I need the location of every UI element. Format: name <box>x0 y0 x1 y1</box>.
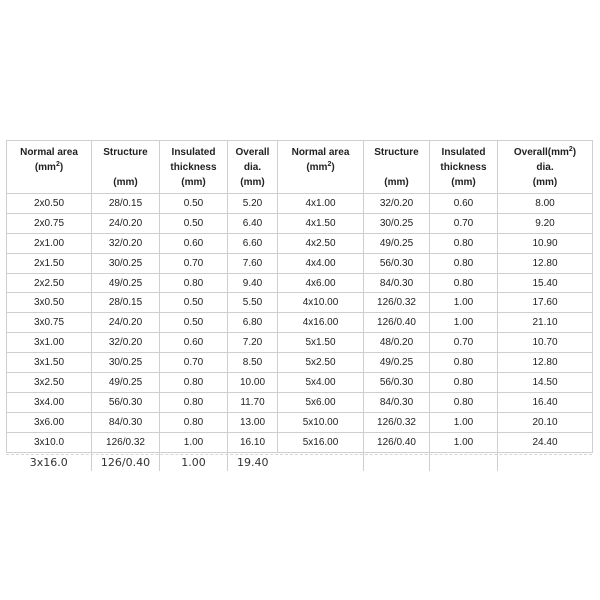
header-overall-right-sup: 2 <box>568 146 573 153</box>
cell-overall-dia: 5.20 <box>228 194 278 214</box>
cell-overall-dia: 6.80 <box>228 313 278 333</box>
header-normal-area-right-sup: 2 <box>327 161 332 168</box>
header-normal-area-right-unit: (mm <box>306 162 328 173</box>
header-insulated-thickness <box>160 141 228 194</box>
cell-normal-area-right: 4x10.00 <box>278 293 364 313</box>
cell-insulated-thickness-right: 0.70 <box>430 333 498 353</box>
cell-insulated-thickness: 0.50 <box>160 293 228 313</box>
header-overall-right-unit: (mm) <box>532 177 558 188</box>
cell-normal-area: 3x4.00 <box>7 392 92 412</box>
table-row <box>7 373 593 393</box>
cell-structure-right: 84/0.30 <box>364 392 430 412</box>
cell-overall-dia-right: 24.40 <box>498 432 593 452</box>
table-row <box>7 432 593 452</box>
cell-normal-area: 2x2.50 <box>7 273 92 293</box>
cell-overall-dia: 7.20 <box>228 333 278 353</box>
cell-insulated-thickness: 0.80 <box>160 373 228 393</box>
cell-structure-right: 126/0.40 <box>364 432 430 452</box>
header-structure-unit: (mm) <box>113 177 138 188</box>
header-overall-dia <box>228 141 278 194</box>
table-body <box>7 194 593 472</box>
cell-structure: 49/0.25 <box>92 373 160 393</box>
cell-normal-area: 2x1.00 <box>7 233 92 253</box>
cell-overall-dia-right: 21.10 <box>498 313 593 333</box>
cell-overall-dia-right: 12.80 <box>498 353 593 373</box>
cell-normal-area-right: 5x1.50 <box>278 333 364 353</box>
cell-overall-dia-right: 17.60 <box>498 293 593 313</box>
cell-normal-area-right: 4x16.00 <box>278 313 364 333</box>
cell-overall-dia-right: 15.40 <box>498 273 593 293</box>
table-row <box>7 333 593 353</box>
cell-insulated-thickness-right: 1.00 <box>430 432 498 452</box>
cell-overall-dia: 10.00 <box>228 373 278 393</box>
cell-structure-right: 126/0.32 <box>364 293 430 313</box>
table-row <box>7 213 593 233</box>
cell-normal-area-right: 5x2.50 <box>278 353 364 373</box>
cell-insulated-thickness: 0.70 <box>160 253 228 273</box>
cell-overall-dia-right: 9.20 <box>498 213 593 233</box>
cell-overall-dia-right: 12.80 <box>498 253 593 273</box>
cell-normal-area: 3x10.0 <box>7 432 92 452</box>
cell-insulated-thickness-right: 0.60 <box>430 194 498 214</box>
header-overall-right-close: ) <box>572 147 577 158</box>
header-insulated-right-label: Insulated <box>441 147 486 158</box>
table-row <box>7 313 593 333</box>
header-normal-area-right-close: ) <box>331 162 335 173</box>
header-structure <box>92 141 160 194</box>
cell-insulated-thickness: 1.00 <box>160 452 228 471</box>
cell-normal-area: 3x0.50 <box>7 293 92 313</box>
cell-structure: 24/0.20 <box>92 313 160 333</box>
cell-insulated-thickness: 0.80 <box>160 412 228 432</box>
cable-spec-table <box>6 140 593 471</box>
cell-structure-right: 49/0.25 <box>364 233 430 253</box>
cell-normal-area: 3x1.00 <box>7 333 92 353</box>
header-structure-label: Structure <box>103 147 148 158</box>
cell-normal-area: 3x0.75 <box>7 313 92 333</box>
cell-overall-dia-right: 14.50 <box>498 373 593 393</box>
cell-overall-dia: 19.40 <box>228 452 278 471</box>
cell-structure: 28/0.15 <box>92 293 160 313</box>
cell-normal-area-right: 5x6.00 <box>278 392 364 412</box>
cell-overall-dia: 7.60 <box>228 253 278 273</box>
cell-structure-right: 48/0.20 <box>364 333 430 353</box>
cell-overall-dia-right: 8.00 <box>498 194 593 214</box>
header-normal-area-label: Normal area <box>20 147 78 158</box>
cell-normal-area: 3x16.0 <box>7 452 92 471</box>
header-thickness-right-label: thickness <box>440 162 487 173</box>
cell-insulated-thickness: 1.00 <box>160 432 228 452</box>
cell-structure-right: 56/0.30 <box>364 373 430 393</box>
table-row <box>7 194 593 214</box>
cell-normal-area-right: 4x1.50 <box>278 213 364 233</box>
cell-structure: 49/0.25 <box>92 273 160 293</box>
cell-structure: 28/0.15 <box>92 194 160 214</box>
cell-overall-dia: 16.10 <box>228 432 278 452</box>
cell-insulated-thickness: 0.50 <box>160 313 228 333</box>
cell-structure: 56/0.30 <box>92 392 160 412</box>
cell-structure-right: 30/0.25 <box>364 213 430 233</box>
cell-normal-area: 3x6.00 <box>7 412 92 432</box>
cell-insulated-thickness-right: 0.80 <box>430 233 498 253</box>
cell-normal-area-right: 4x2.50 <box>278 233 364 253</box>
cell-structure-right: 126/0.32 <box>364 412 430 432</box>
cell-overall-dia: 5.50 <box>228 293 278 313</box>
cell-structure: 126/0.40 <box>92 452 160 471</box>
cell-overall-dia: 6.60 <box>228 233 278 253</box>
table-row <box>7 412 593 432</box>
cell-insulated-thickness-right: 0.80 <box>430 253 498 273</box>
header-insulated-unit: (mm) <box>181 177 206 188</box>
cell-insulated-thickness-right: 0.80 <box>430 373 498 393</box>
header-insulated-right-unit: (mm) <box>451 177 476 188</box>
cell-insulated-thickness: 0.60 <box>160 233 228 253</box>
cell-normal-area-right: 4x4.00 <box>278 253 364 273</box>
cell-overall-dia: 9.40 <box>228 273 278 293</box>
cell-insulated-thickness: 0.50 <box>160 213 228 233</box>
cell-normal-area-right: 4x6.00 <box>278 273 364 293</box>
header-insulated-label: Insulated <box>171 147 216 158</box>
cell-structure: 32/0.20 <box>92 233 160 253</box>
cell-structure: 30/0.25 <box>92 353 160 373</box>
cell-insulated-thickness-right: 0.70 <box>430 213 498 233</box>
cell-normal-area: 2x0.75 <box>7 213 92 233</box>
cell-insulated-thickness: 0.60 <box>160 333 228 353</box>
cell-insulated-thickness-right: 1.00 <box>430 412 498 432</box>
cell-overall-dia: 11.70 <box>228 392 278 412</box>
header-structure-right-unit: (mm) <box>384 177 409 188</box>
cell-insulated-thickness-right: 1.00 <box>430 293 498 313</box>
cell-structure-right: 126/0.40 <box>364 313 430 333</box>
cell-structure-right: 32/0.20 <box>364 194 430 214</box>
cell-normal-area: 2x0.50 <box>7 194 92 214</box>
header-overall-label: Overall <box>235 147 270 158</box>
cell-insulated-thickness-right: 0.80 <box>430 353 498 373</box>
cell-overall-dia: 8.50 <box>228 353 278 373</box>
header-overall-right-label: Overall(mm <box>513 147 569 158</box>
header-normal-area-right <box>278 141 364 194</box>
header-normal-area-right-label: Normal area <box>291 147 350 158</box>
header-normal-area-close: ) <box>59 162 64 173</box>
header-dia-right-label: dia. <box>536 162 554 173</box>
table-row <box>7 353 593 373</box>
cell-insulated-thickness: 0.70 <box>160 353 228 373</box>
cell-structure: 32/0.20 <box>92 333 160 353</box>
cell-overall-dia: 6.40 <box>228 213 278 233</box>
cell-normal-area: 2x1.50 <box>7 253 92 273</box>
header-structure-right <box>364 141 430 194</box>
header-overall-dia-right <box>498 141 593 194</box>
cell-overall-dia-right: 10.90 <box>498 233 593 253</box>
cell-normal-area-right: 5x4.00 <box>278 373 364 393</box>
header-insulated-thickness-right <box>430 141 498 194</box>
cell-structure: 30/0.25 <box>92 253 160 273</box>
header-overall-unit: (mm) <box>240 177 265 188</box>
header-row <box>7 141 593 194</box>
cell-structure: 24/0.20 <box>92 213 160 233</box>
cell-overall-dia-right: 16.40 <box>498 392 593 412</box>
cell-normal-area-right: 4x1.00 <box>278 194 364 214</box>
cell-structure-right: 49/0.25 <box>364 353 430 373</box>
table-row <box>7 392 593 412</box>
cell-normal-area: 3x1.50 <box>7 353 92 373</box>
cell-insulated-thickness-right: 1.00 <box>430 313 498 333</box>
table-row <box>7 293 593 313</box>
header-structure-right-label: Structure <box>374 147 419 158</box>
table-row <box>7 273 593 293</box>
cell-insulated-thickness: 0.80 <box>160 392 228 412</box>
cell-overall-dia-right: 10.70 <box>498 333 593 353</box>
cell-insulated-thickness: 0.50 <box>160 194 228 214</box>
cell-insulated-thickness: 0.80 <box>160 273 228 293</box>
cell-structure-right: 56/0.30 <box>364 253 430 273</box>
cell-normal-area: 3x2.50 <box>7 373 92 393</box>
header-normal-area-sup: 2 <box>55 161 60 168</box>
header-normal-area <box>7 141 92 194</box>
cell-insulated-thickness-right: 0.80 <box>430 392 498 412</box>
bottom-divider <box>6 454 592 455</box>
header-normal-area-unit: (mm <box>34 162 56 173</box>
header-thickness-label: thickness <box>170 162 217 173</box>
header-dia-label: dia. <box>243 162 262 173</box>
table-row <box>7 253 593 273</box>
cell-overall-dia: 13.00 <box>228 412 278 432</box>
cell-insulated-thickness-right: 0.80 <box>430 273 498 293</box>
cell-normal-area-right: 5x10.00 <box>278 412 364 432</box>
cell-structure: 126/0.32 <box>92 432 160 452</box>
table-row <box>7 233 593 253</box>
cell-structure-right: 84/0.30 <box>364 273 430 293</box>
cell-structure: 84/0.30 <box>92 412 160 432</box>
cell-normal-area-right: 5x16.00 <box>278 432 364 452</box>
cell-overall-dia-right: 20.10 <box>498 412 593 432</box>
